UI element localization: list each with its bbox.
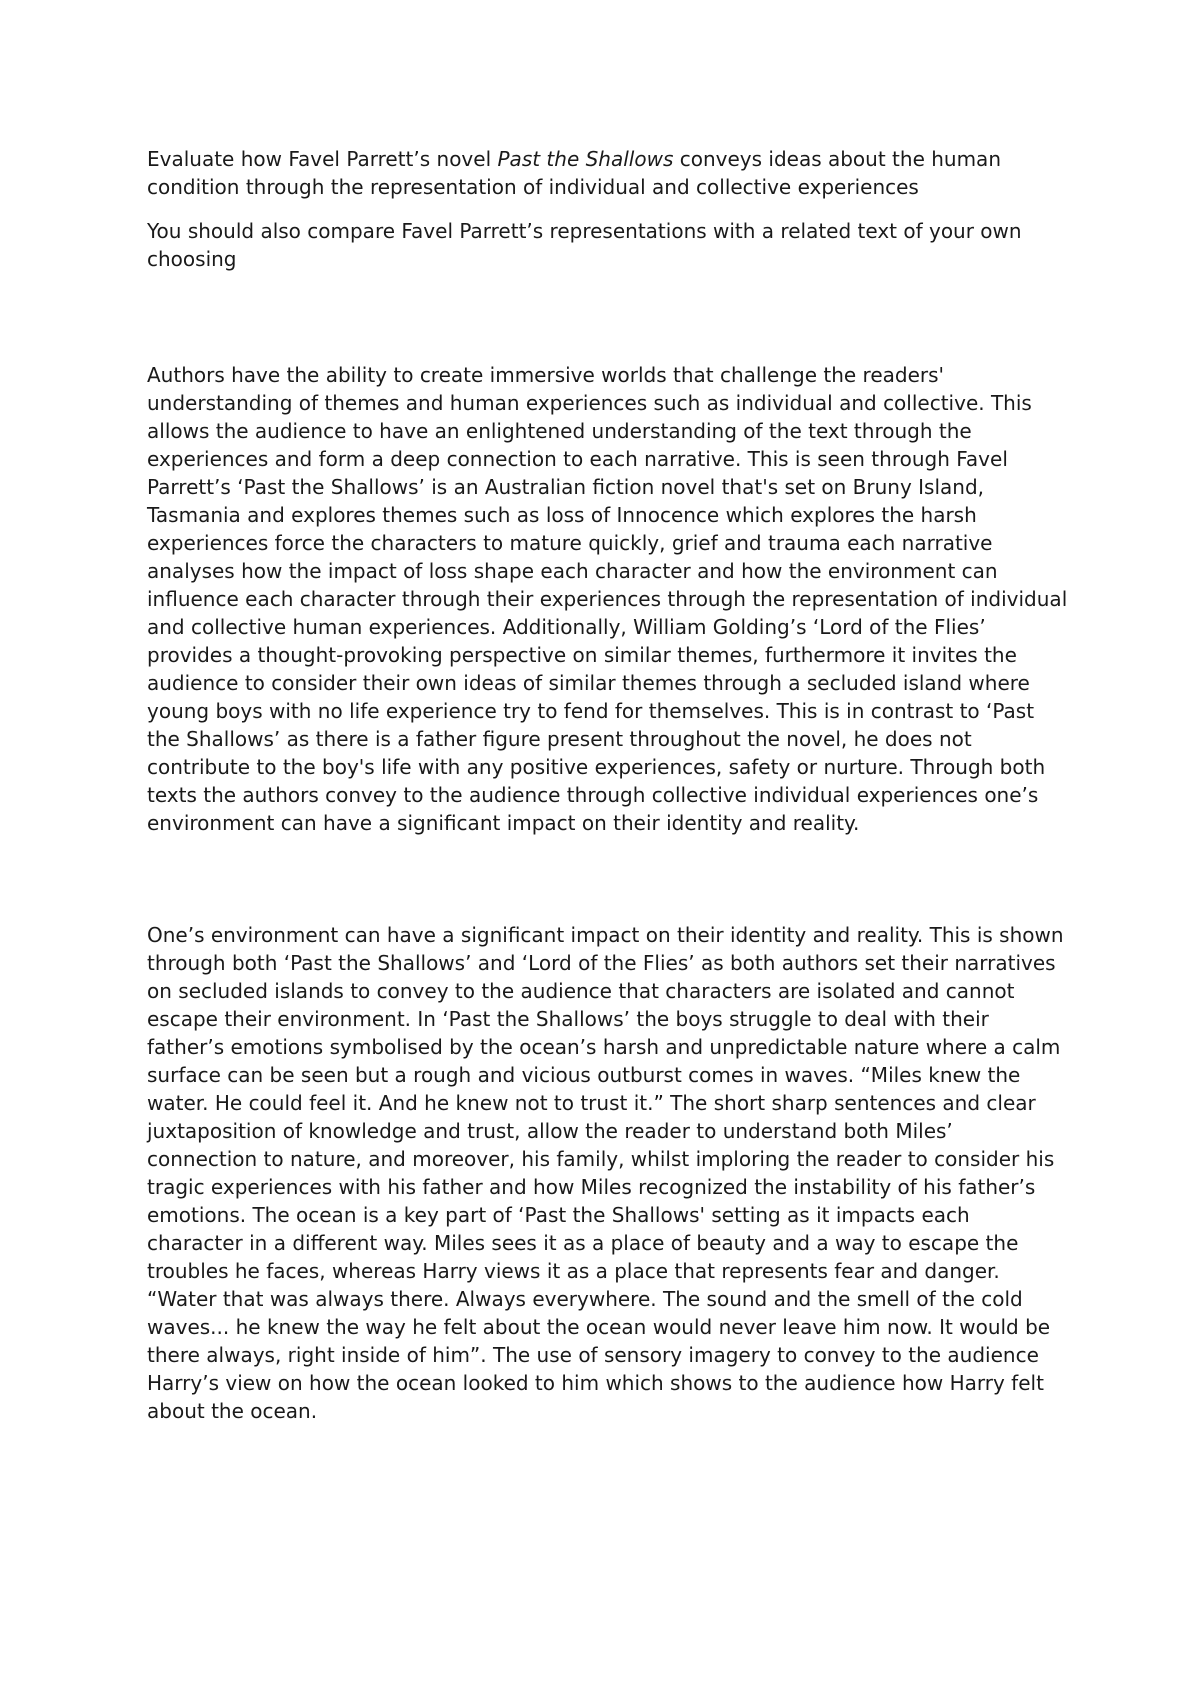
question-instruction: You should also compare Favel Parrett’s representations with a related text of your own choosing (147, 219, 1022, 271)
essay-paragraph-introduction: Authors have the ability to create immersive worlds that challenge the readers' understanding of themes and human experiences such as individual and collective. This allows the audience to have an enlightened understanding of the text through the experiences and form a deep connection to each narrative. This is seen through Favel Parrett’s ‘Past the Shallows’ is an Australian fiction novel that's set on Bruny Island, Tasmania and explores themes such as loss of Innocence which explores the harsh experiences force the characters to mature quickly, grief and trauma each narrative analyses how the impact of loss shape each character and how the environment can influence each character through their experiences through the representation of individual and collective human experiences. Additionally, William Golding’s ‘Lord of the Flies’ provides a thought-provoking perspective on similar themes, furthermore it invites the audience to consider their own ideas of similar themes through a secluded island where young boys with no life experience try to fend for themselves. This is in contrast to ‘Past the Shallows’ as there is a father figure present throughout the novel, he does not contribute to the boy's life with any positive experiences, safety or nurture. Through both texts the authors convey to the audience through collective individual experiences one’s environment can have a significant impact on their identity and reality. (147, 363, 1068, 835)
question-prompt (147, 145, 1069, 201)
essay-question (147, 145, 1069, 273)
essay-paragraph-body-1: One’s environment can have a significant impact on their identity and reality. This is shown through both ‘Past the Shallows’ and ‘Lord of the Flies’ as both authors set their narratives on secluded islands to convey to the audience that characters are isolated and cannot escape their environment. In ‘Past the Shallows’ the boys struggle to deal with their father’s emotions symbolised by the ocean’s harsh and unpredictable nature where a calm surface can be seen but a rough and vicious outburst comes in waves. “Miles knew the water. He could feel it. And he knew not to trust it.” The short sharp sentences and clear juxtaposition of knowledge and trust, allow the reader to understand both Miles’ connection to nature, and moreover, his family, whilst imploring the reader to consider his tragic experiences with his father and how Miles recognized the instability of his father’s emotions. The ocean is a key part of ‘Past the Shallows' setting as it impacts each character in a different way. Miles sees it as a place of beauty and a way to escape the troubles he faces, whereas Harry views it as a place that represents fear and danger. “Water that was always there. Always everywhere. The sound and the smell of the cold waves... he knew the way he felt about the ocean would never leave him now. It would be there always, right inside of him”. The use of sensory imagery to convey to the audience Harry’s view on how the ocean looked to him which shows to the audience how Harry felt about the ocean. (147, 923, 1064, 1423)
question-prompt-end: conveys ideas about the human condition through the representation of individual and collective experiences (147, 147, 1001, 199)
essay-body (147, 361, 1069, 1425)
novel-title: Past the Shallows (497, 147, 674, 171)
question-prompt-start: Evaluate how Favel Parrett’s novel (147, 147, 498, 171)
document-body (147, 145, 1069, 1425)
